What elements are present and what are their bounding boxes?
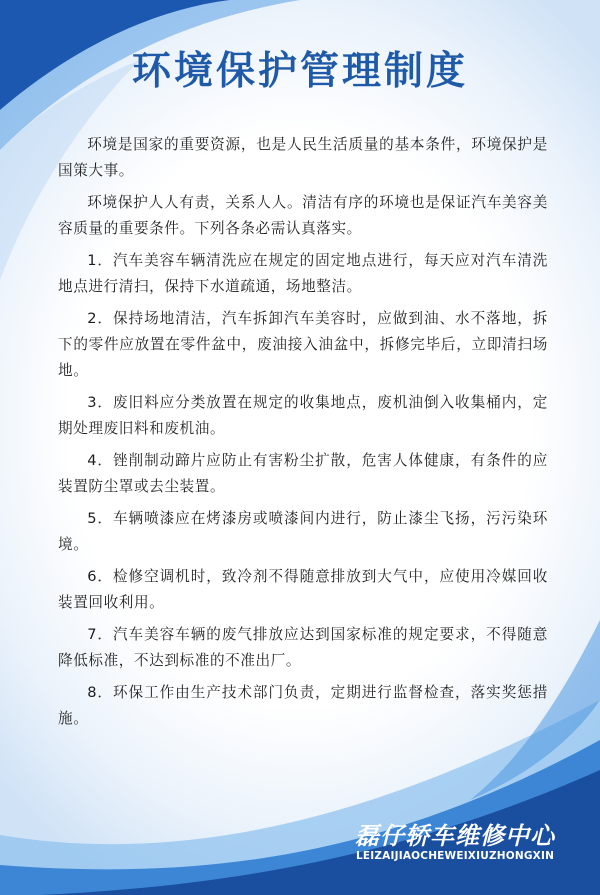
rule-item: 4．锉削制动蹄片应防止有害粉尘扩散，危害人体健康，有条件的应装置防尘罩或去尘装置。	[58, 452, 548, 495]
company-name-cn: 磊仔轿车维修中心	[355, 822, 555, 850]
rule-item: 1．汽车美容车辆清洗应在规定的固定地点进行，每天应对汽车清洗地点进行清扫，保持下水道疏通，场地整洁。	[58, 252, 548, 295]
intro-paragraph: 环境保护人人有责，关系人人。清洁有序的环境也是保证汽车美容美容质量的重要条件。下列各条必需认真落实。	[58, 194, 548, 237]
page-title: 环境保护管理制度	[131, 49, 468, 94]
intro-paragraph: 环境是国家的重要资源，也是人民生活质量的基本条件，环境保护是国策大事。	[58, 136, 548, 179]
rule-item: 5．车辆喷漆应在烤漆房或喷漆间内进行，防止漆尘飞扬，污污染环境。	[58, 510, 548, 553]
company-name-en: LEIZAIJIAOCHEWEIXIUZHONGXIN	[356, 850, 555, 862]
rule-item: 3．废旧料应分类放置在规定的收集地点，废机油倒入收集桶内，定期处理废旧料和废机油。	[58, 394, 548, 437]
rule-item: 8．环保工作由生产技术部门负责，定期进行监督检查，落实奖惩措施。	[58, 684, 548, 727]
rule-item: 7．汽车美容车辆的废气排放应达到国家标准的规定要求，不得随意降低标准，不达到标准的不准出厂。	[58, 626, 548, 669]
rule-item: 2．保持场地清洁，汽车拆卸汽车美容时，应做到油、水不落地，拆下的零件应放置在零件盆中，废油接入油盆中，拆修完毕后，立即清扫场地。	[58, 310, 548, 379]
regulation-body	[58, 132, 548, 738]
rule-item: 6．检修空调机时，致冷剂不得随意排放到大气中，应使用冷媒回收装置回收利用。	[58, 568, 548, 611]
